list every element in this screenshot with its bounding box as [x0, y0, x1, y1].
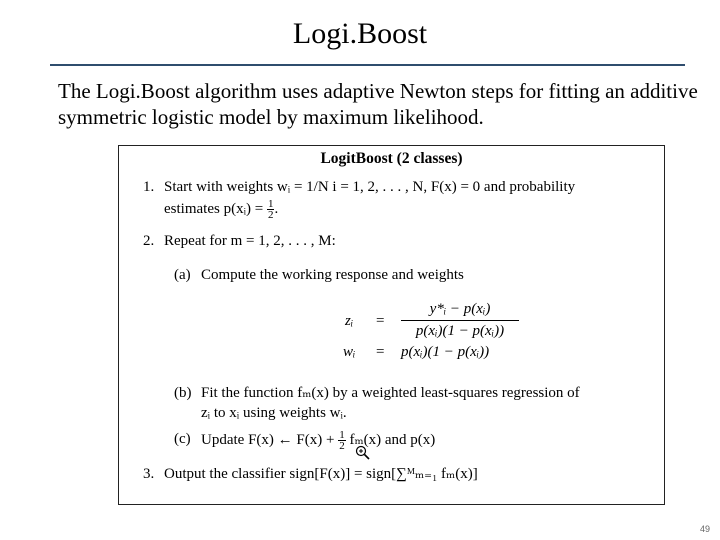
substep-b-line-1: Fit the function fₘ(x) by a weighted least-squares regression of [201, 385, 580, 401]
step-1-fraction-denominator: 2 [267, 209, 274, 221]
substep-b-label: (b) [174, 385, 192, 401]
w-equals: = [376, 344, 385, 360]
z-lhs: zᵢ [345, 313, 354, 329]
step-3-number: 3. [143, 466, 155, 482]
page-number: 49 [699, 524, 710, 534]
step-1-line-1: Start with weights wᵢ = 1/N i = 1, 2, . . . , N, F(x) = 0 and probability [164, 179, 576, 195]
substep-c-fraction-denominator: 2 [339, 440, 345, 452]
step-2-text: Repeat for m = 1, 2, . . . , M: [164, 233, 336, 249]
substep-c-fraction-numerator: 1 [339, 429, 345, 441]
substep-a-text: Compute the working response and weights [201, 267, 464, 283]
substep-c-text [201, 430, 435, 451]
slide-title: Logi.Boost [292, 17, 428, 50]
z-equals: = [376, 313, 385, 329]
w-rhs: p(xᵢ)(1 − p(xᵢ)) [401, 344, 490, 360]
step-1-line-2-text: estimates p(xᵢ) = [164, 200, 267, 217]
z-fraction [401, 301, 519, 340]
z-fraction-denominator: p(xᵢ)(1 − p(xᵢ)) [415, 323, 505, 339]
step-2-number: 2. [143, 233, 155, 249]
substep-c-text-start: Update F(x) ← F(x) + [201, 431, 339, 448]
w-lhs: wᵢ [343, 344, 356, 360]
step-1-line-2 [164, 199, 278, 220]
algorithm-title: LogitBoost (2 classes) [320, 150, 463, 167]
step-1-number: 1. [143, 179, 155, 195]
substep-c-text-end: fₘ(x) and p(x) [349, 431, 436, 448]
substep-c-fraction [338, 430, 346, 451]
step-1-line-2-end: . [274, 200, 279, 217]
magnifier-cursor-icon [355, 445, 371, 461]
algorithm-figure [118, 145, 665, 505]
z-fraction-numerator: y*ᵢ − p(xᵢ) [401, 301, 519, 321]
title-divider [50, 64, 685, 66]
intro-paragraph: The Logi.Boost algorithm uses adaptive Newton steps for fitting an additive symmetric logistic model by maximum likelihood. [58, 79, 698, 129]
substep-c-label: (c) [174, 431, 191, 447]
substep-a-label: (a) [174, 267, 191, 283]
step-3-text: Output the classifier sign[F(x)] = sign[∑ᴹₘ₌₁ fₘ(x)] [164, 466, 478, 482]
step-1-fraction-numerator: 1 [267, 198, 274, 210]
substep-b-line-2: zᵢ to xᵢ using weights wᵢ. [201, 405, 347, 421]
